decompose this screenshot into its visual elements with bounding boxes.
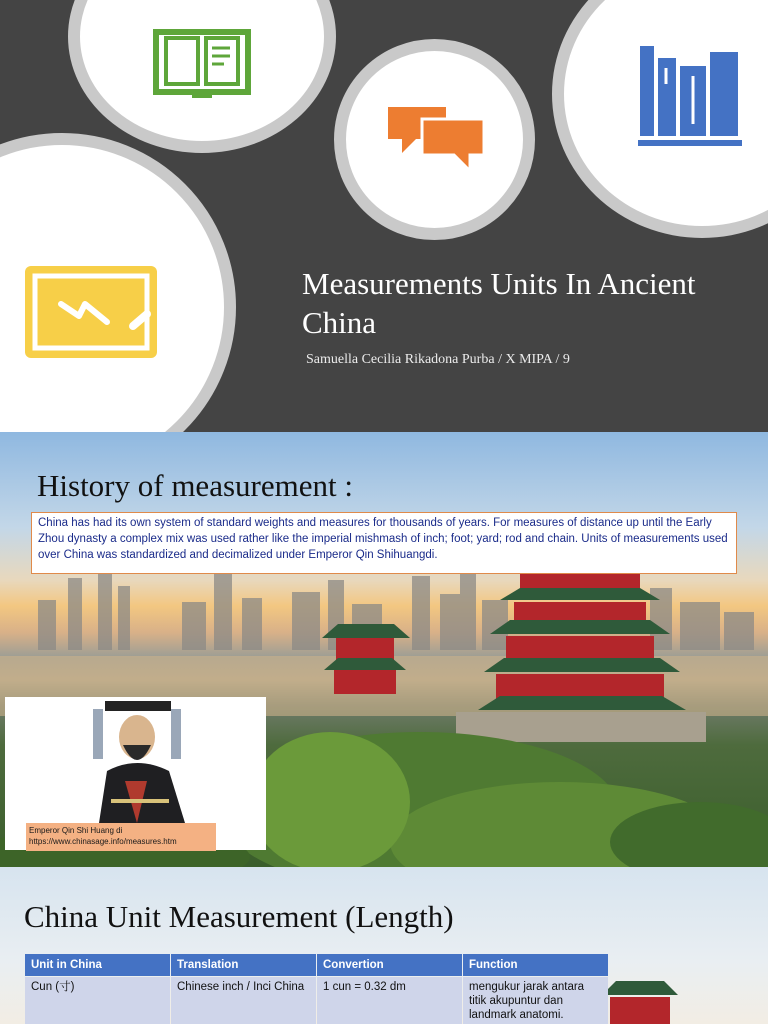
bookshelf-circle bbox=[552, 0, 768, 238]
chat-circle bbox=[334, 39, 535, 240]
presentation-title: Measurements Units In Ancient China bbox=[302, 266, 696, 340]
emperor-illustration bbox=[85, 701, 195, 823]
table-header-row bbox=[25, 954, 608, 976]
header-convertion: Convertion bbox=[317, 954, 462, 976]
title-slide bbox=[0, 0, 768, 432]
book-circle bbox=[68, 0, 336, 153]
cell-function: mengukur jarak antara titik akupuntur dan landmark anatomi. bbox=[463, 977, 608, 1024]
caption-source-link[interactable]: https://www.chinasage.info/measures.htm bbox=[29, 837, 177, 846]
cell-translation: Chinese inch / Inci China bbox=[171, 977, 316, 1024]
whiteboard-icon bbox=[21, 262, 165, 362]
chat-icon bbox=[386, 105, 486, 175]
unit-length-slide bbox=[0, 867, 768, 1024]
whiteboard-circle bbox=[0, 133, 236, 432]
cell-unit: Cun (寸) bbox=[25, 977, 170, 1024]
header-function: Function bbox=[463, 954, 608, 976]
cell-convertion: 1 cun = 0.32 dm bbox=[317, 977, 462, 1024]
emperor-caption bbox=[26, 823, 216, 851]
history-slide bbox=[0, 432, 768, 867]
caption-name: Emperor Qin Shi Huang di bbox=[29, 826, 123, 835]
header-unit: Unit in China bbox=[25, 954, 170, 976]
presentation-author: Samuella Cecilia Rikadona Purba / X MIPA / 9 bbox=[306, 352, 570, 367]
table-row bbox=[25, 977, 608, 1024]
header-translation: Translation bbox=[171, 954, 316, 976]
unit-length-title: China Unit Measurement (Length) bbox=[24, 899, 454, 934]
length-units-table bbox=[24, 953, 609, 1024]
bookshelf-icon bbox=[638, 44, 742, 148]
book-icon bbox=[152, 28, 252, 100]
history-title: History of measurement : bbox=[37, 468, 353, 503]
history-paragraph: China has had its own system of standard weights and measures for thousands of years. For measures of distance up until the Early Zhou dynasty a complex mix was used rather like the imperial mishmash of inch; foot; yard; rod and chain. Units of measurements used over China was standardized and decimalized under Emperor Qin Shihuangdi. bbox=[31, 512, 737, 574]
pagoda-roof-image bbox=[600, 967, 680, 1024]
